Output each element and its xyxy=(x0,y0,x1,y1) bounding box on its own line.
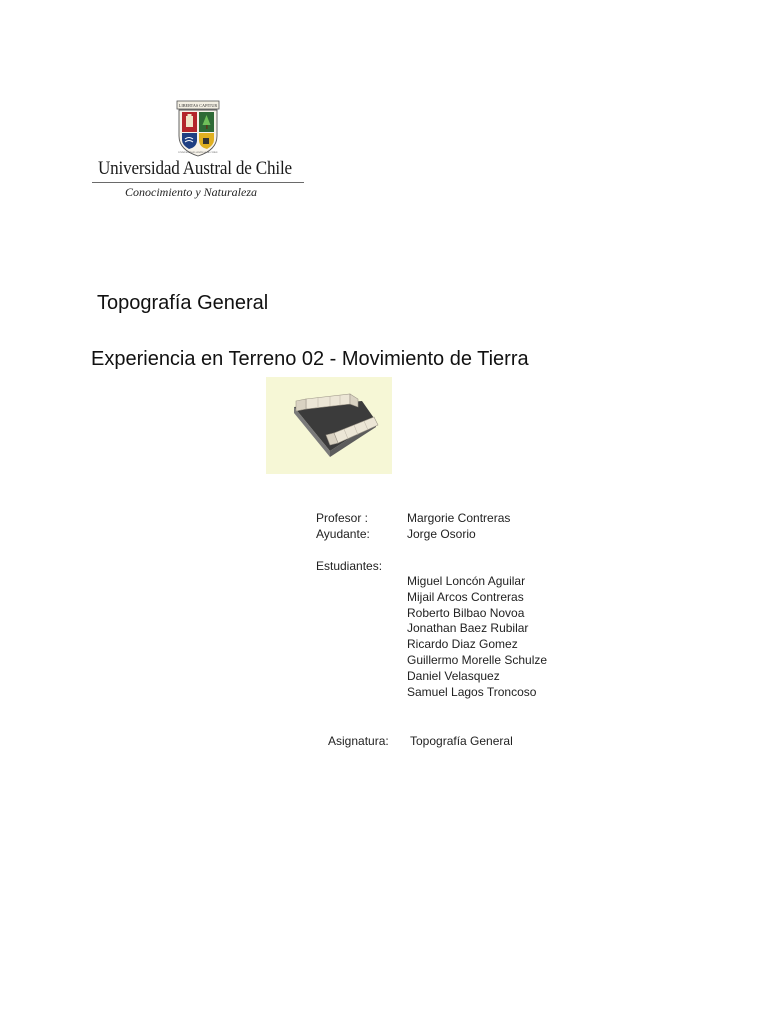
university-name: Universidad Austral de Chile xyxy=(98,158,292,179)
professor-label: Profesor : xyxy=(316,511,369,525)
university-divider xyxy=(92,182,304,183)
student-item: Guillermo Morelle Schulze xyxy=(407,652,548,667)
university-logo xyxy=(92,96,304,206)
subject-value: Topografía General xyxy=(410,734,513,748)
students-label: Estudiantes: xyxy=(316,559,383,573)
students-list xyxy=(407,574,547,700)
student-item: Ricardo Diaz Gomez xyxy=(407,637,518,652)
crest-bottom-text: UNIVERSIDAD AUSTRAL DE CHILE xyxy=(178,151,218,154)
student-item: Jonathan Baez Rubilar xyxy=(407,621,529,636)
assistant-label: Ayudante: xyxy=(316,527,370,541)
university-motto: Conocimiento y Naturaleza xyxy=(125,185,257,199)
student-item: Daniel Velasquez xyxy=(407,668,500,683)
course-title: Topografía General xyxy=(97,292,269,314)
report-title: Experiencia en Terreno 02 - Movimiento de Tierra xyxy=(91,348,529,370)
university-crest-icon xyxy=(176,100,220,158)
subject-label: Asignatura: xyxy=(328,734,389,748)
professor-value: Margorie Contreras xyxy=(407,511,511,525)
student-item: Roberto Bilbao Novoa xyxy=(407,605,525,620)
earthwork-model-illustration xyxy=(266,377,392,474)
assistant-value: Jorge Osorio xyxy=(407,527,476,541)
student-item: Samuel Lagos Troncoso xyxy=(407,684,537,699)
earthwork-model-image xyxy=(266,377,392,474)
crest-top-text: LIBERTAS CAPITUR xyxy=(178,103,218,108)
student-item: Mijail Arcos Contreras xyxy=(407,589,524,604)
student-item: Miguel Loncón Aguilar xyxy=(407,574,526,588)
